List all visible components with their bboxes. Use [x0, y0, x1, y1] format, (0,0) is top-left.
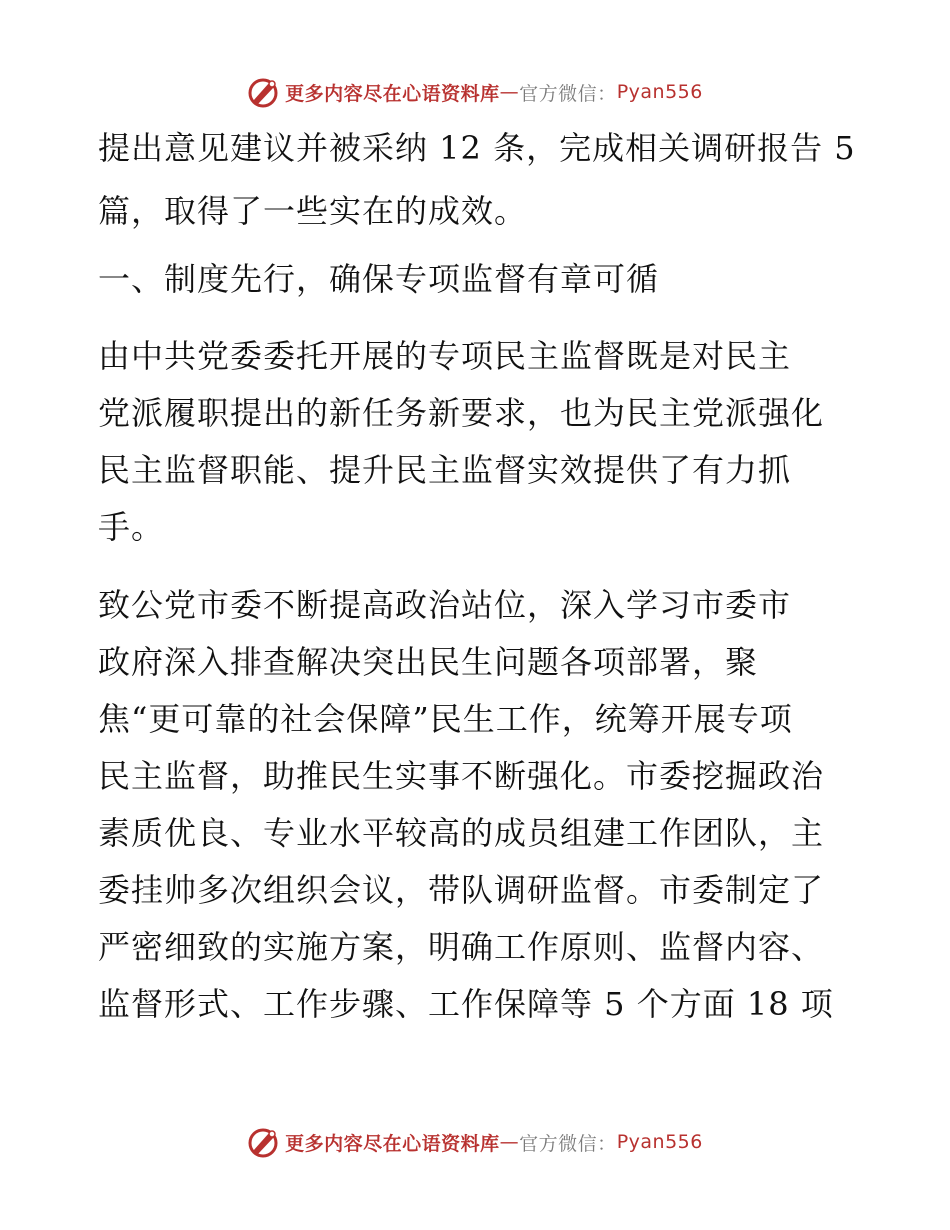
banner-dash: —: [499, 81, 520, 103]
text-line: 党派履职提出的新任务新要求，也为民主党派强化: [98, 394, 825, 432]
banner-main-text: 更多内容尽在心语资料库: [285, 1132, 500, 1155]
section-heading: 一、制度先行，确保专项监督有章可循: [98, 260, 660, 298]
pen-logo-icon: [247, 1125, 281, 1159]
text-line: 素质优良、专业水平较高的成员组建工作团队，主: [98, 814, 825, 852]
text-line: 致公党市委不断提高政治站位，深入学习市委市: [98, 586, 792, 624]
banner-dash: —: [499, 1131, 520, 1153]
banner-wechat-label: 官方微信：: [519, 82, 617, 105]
text-line: 政府深入排查解决突出民生问题各项部署，聚: [98, 643, 759, 681]
banner-main-text: 更多内容尽在心语资料库: [285, 82, 500, 105]
text-line: 委挂帅多次组织会议，带队调研监督。市委制定了: [98, 871, 825, 909]
text-line: 监督形式、工作步骤、工作保障等 5 个方面 18 项: [98, 985, 834, 1023]
text-line: 提出意见建议并被采纳 12 条，完成相关调研报告 5: [98, 129, 856, 167]
text-line: 民主监督职能、提升民主监督实效提供了有力抓: [98, 451, 792, 489]
text-line: 篇，取得了一些实在的成效。: [98, 192, 528, 230]
footer-banner: [0, 1122, 950, 1162]
text-line: 手。: [98, 508, 165, 546]
text-line: 由中共党委委托开展的专项民主监督既是对民主: [98, 337, 792, 375]
banner-wechat-id: Pyan556: [616, 81, 703, 103]
banner-wechat-label: 官方微信：: [519, 1132, 617, 1155]
text-line: 严密细致的实施方案，明确工作原则、监督内容、: [98, 928, 825, 966]
banner-wechat-id: Pyan556: [616, 1131, 703, 1153]
text-line: 焦“更可靠的社会保障”民生工作，统筹开展专项: [98, 700, 793, 738]
text-line: 民主监督，助推民生实事不断强化。市委挖掘政治: [98, 757, 825, 795]
